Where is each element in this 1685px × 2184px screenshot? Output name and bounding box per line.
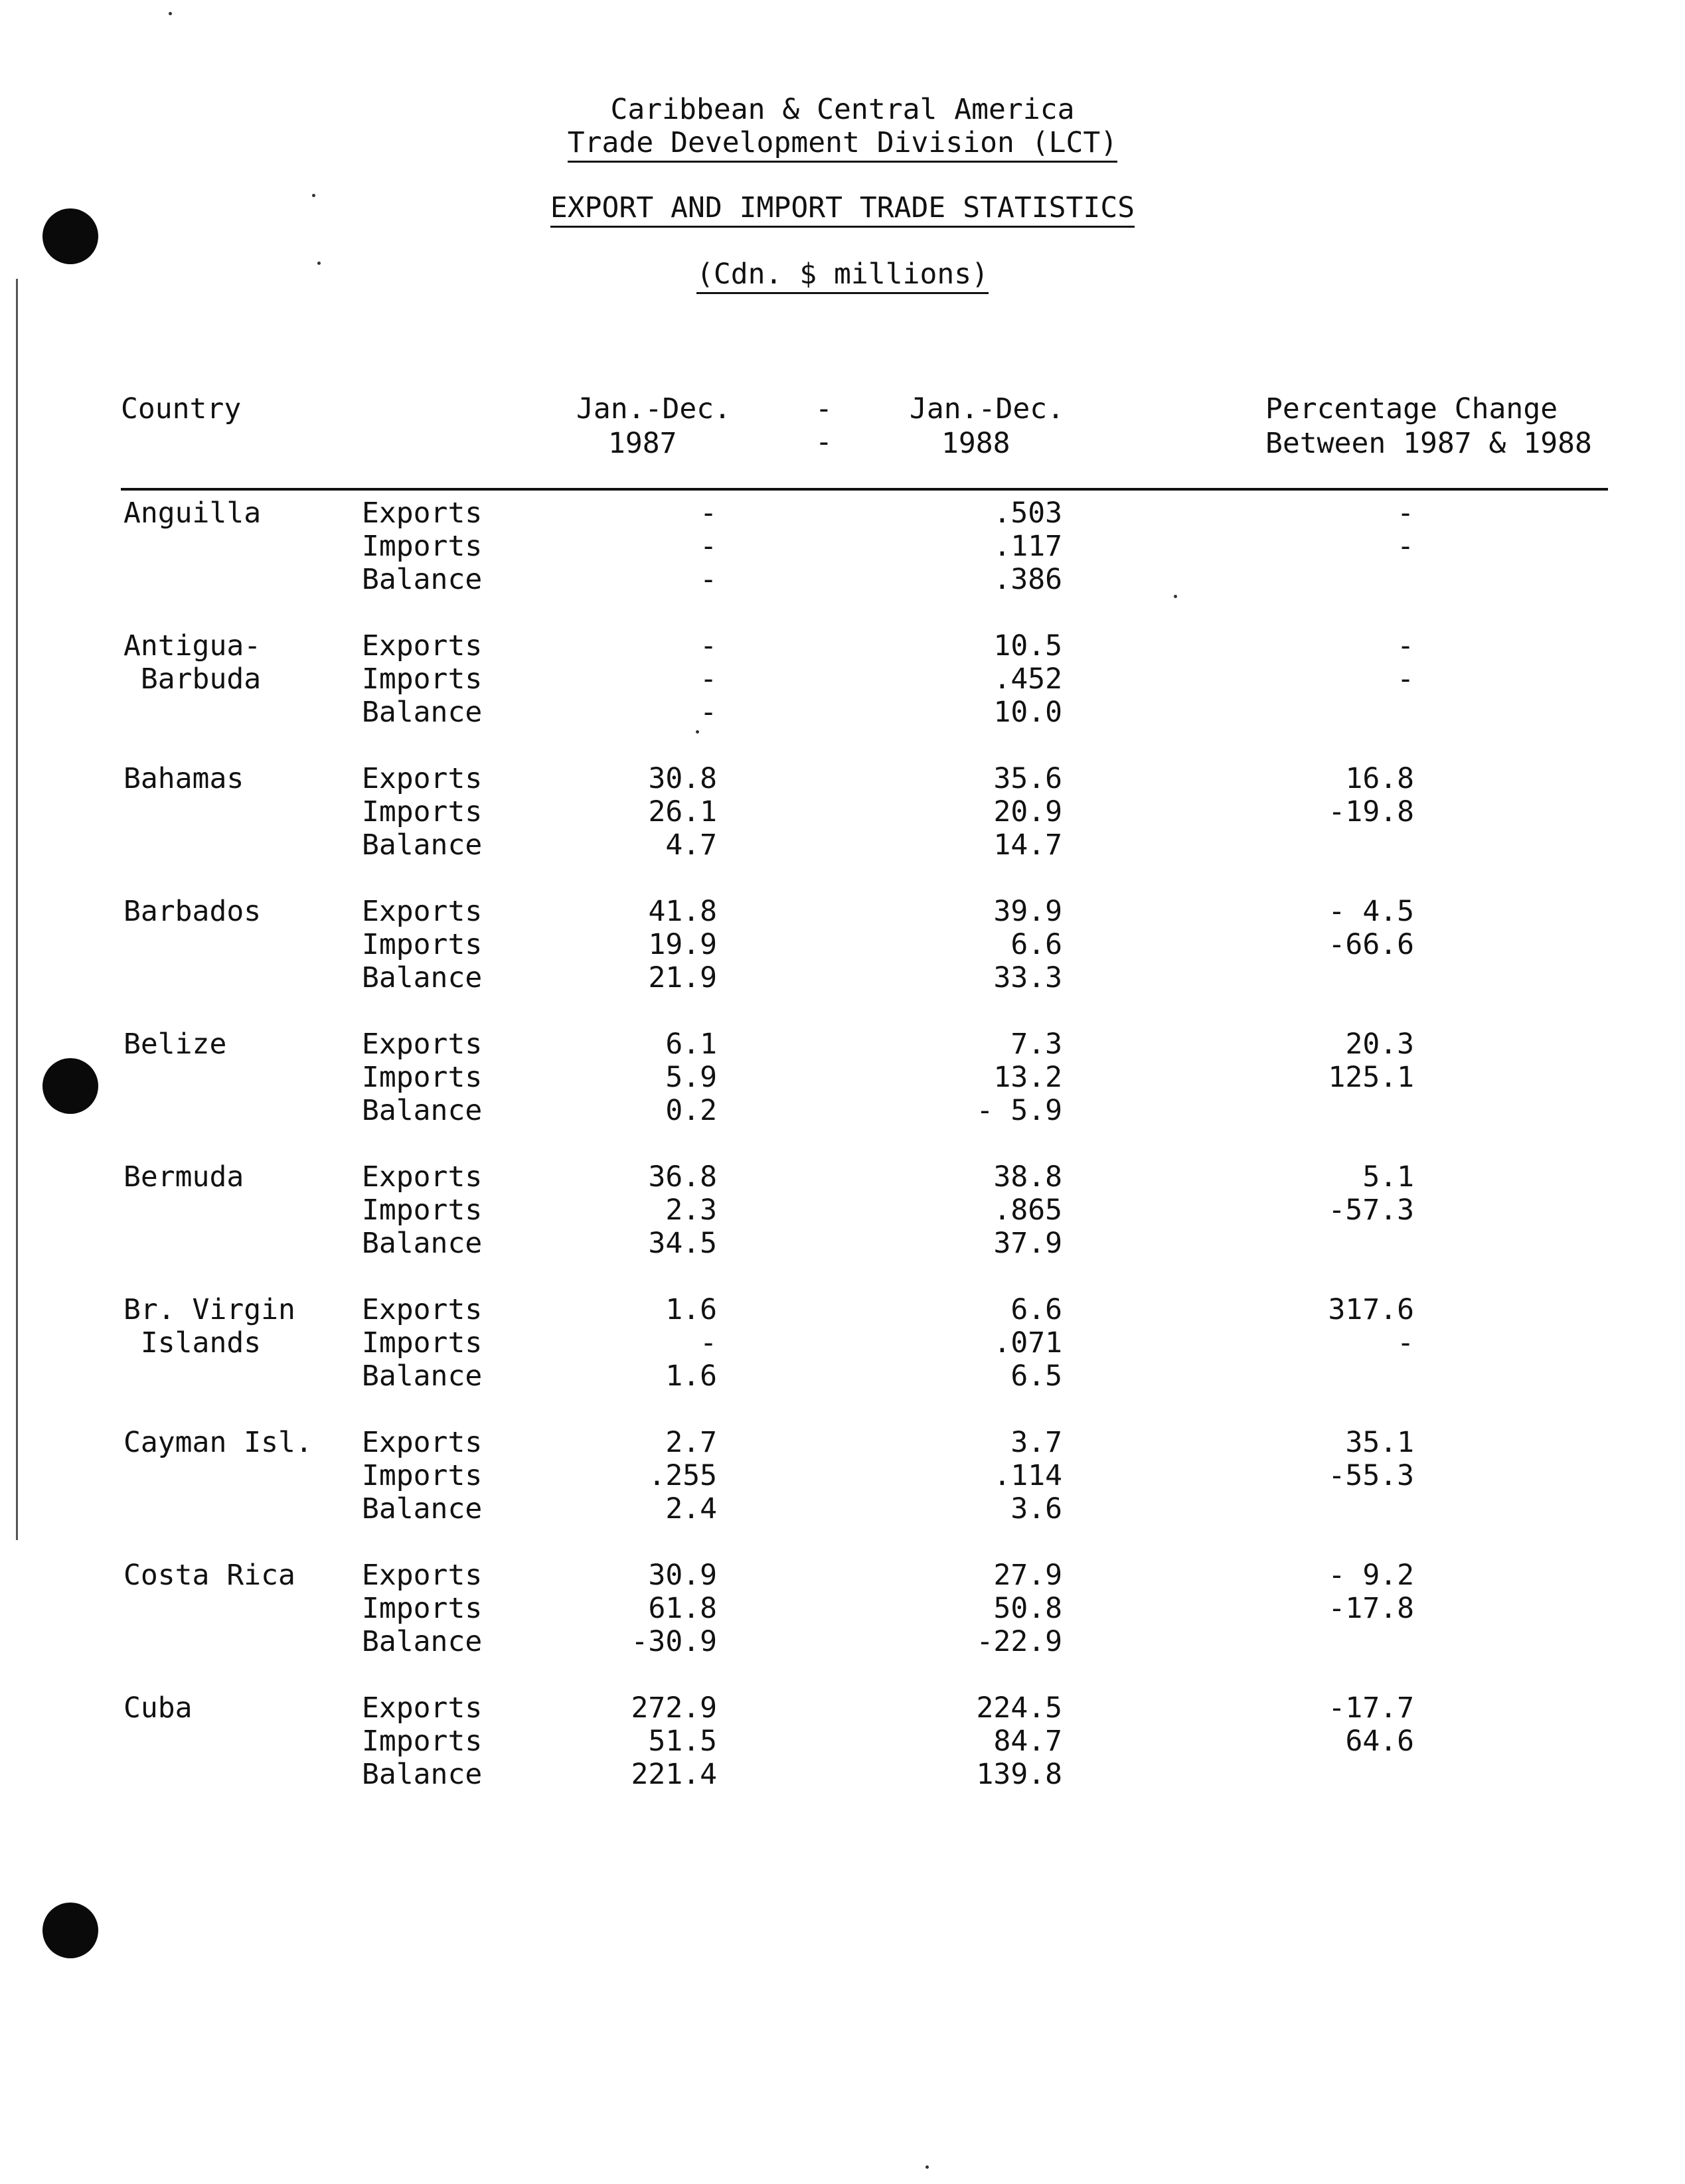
scan-speck: [696, 730, 699, 734]
country-group: [0, 895, 1685, 994]
percentage-change: - 9.2: [1328, 1559, 1414, 1592]
country-group: [0, 1559, 1685, 1658]
trade-category: Exports: [362, 1160, 483, 1194]
pct-line2: Between 1987 & 1988: [1265, 427, 1592, 460]
trade-category: Imports: [362, 795, 483, 828]
value-1987: 19.9: [648, 928, 717, 961]
country-group: [0, 1691, 1685, 1791]
percentage-change: 5.1: [1362, 1160, 1414, 1194]
org-line-1: Caribbean & Central America: [610, 93, 1075, 126]
value-1988: 14.7: [993, 828, 1062, 862]
trade-category: Balance: [362, 1492, 483, 1525]
title-wrap: [0, 191, 1685, 228]
trade-category: Imports: [362, 928, 483, 961]
period2-line2: 1988: [941, 427, 1010, 460]
value-1987: -: [700, 629, 717, 663]
column-separator: -: [815, 392, 833, 426]
trade-category: Exports: [362, 1691, 483, 1725]
trade-category: Exports: [362, 629, 483, 663]
document-header: [0, 93, 1685, 163]
value-1987: 61.8: [648, 1592, 717, 1625]
value-1987: .255: [648, 1459, 717, 1492]
country-name: Barbados: [123, 895, 262, 928]
value-1988: 39.9: [993, 895, 1062, 928]
value-1988: - 5.9: [976, 1094, 1062, 1127]
value-1988: 224.5: [976, 1691, 1062, 1725]
percentage-change: - 4.5: [1328, 895, 1414, 928]
period1-line1: Jan.-Dec.: [576, 392, 731, 426]
trade-category: Exports: [362, 762, 483, 795]
value-1988: 7.3: [1010, 1028, 1062, 1061]
percentage-change: -: [1397, 530, 1414, 563]
value-1987: 0.2: [665, 1094, 717, 1127]
percentage-change: 64.6: [1345, 1725, 1414, 1758]
country-group: [0, 1293, 1685, 1393]
percentage-change: -: [1397, 663, 1414, 696]
value-1987: 6.1: [665, 1028, 717, 1061]
trade-category: Balance: [362, 563, 483, 596]
country-name: Cayman Isl.: [123, 1426, 313, 1459]
country-name: Cuba: [123, 1691, 193, 1725]
document-title: EXPORT AND IMPORT TRADE STATISTICS: [550, 191, 1135, 228]
trade-category: Imports: [362, 1725, 483, 1758]
trade-category: Exports: [362, 497, 483, 530]
column-header-1987: [576, 392, 731, 461]
trade-category: Balance: [362, 1625, 483, 1658]
column-separator: -: [815, 426, 833, 459]
value-1988: 10.5: [993, 629, 1062, 663]
period1-line2: 1987: [608, 427, 677, 460]
value-1987: 41.8: [648, 895, 717, 928]
percentage-change: 317.6: [1328, 1293, 1414, 1326]
country-group: [0, 762, 1685, 862]
country-name: Bermuda: [123, 1160, 244, 1194]
percentage-change: -55.3: [1328, 1459, 1414, 1492]
header-rule: [121, 488, 1608, 491]
value-1988: .114: [993, 1459, 1062, 1492]
value-1987: -: [700, 663, 717, 696]
value-1988: 139.8: [976, 1758, 1062, 1791]
value-1988: .386: [993, 563, 1062, 596]
trade-category: Balance: [362, 961, 483, 994]
value-1987: 30.8: [648, 762, 717, 795]
trade-category: Imports: [362, 1592, 483, 1625]
country-name: Costa Rica: [123, 1559, 295, 1592]
country-group: [0, 629, 1685, 729]
value-1987: 272.9: [631, 1691, 717, 1725]
value-1988: 6.6: [1010, 1293, 1062, 1326]
country-group: [0, 497, 1685, 596]
value-1987: 1.6: [665, 1360, 717, 1393]
trade-category: Imports: [362, 1194, 483, 1227]
value-1987: 4.7: [665, 828, 717, 862]
trade-category: Balance: [362, 1094, 483, 1127]
value-1988: .071: [993, 1326, 1062, 1360]
country-name: Br. Virgin Islands: [123, 1293, 295, 1360]
percentage-change: -17.8: [1328, 1592, 1414, 1625]
value-1988: 13.2: [993, 1061, 1062, 1094]
value-1987: 221.4: [631, 1758, 717, 1791]
trade-category: Exports: [362, 1559, 483, 1592]
value-1987: 2.3: [665, 1194, 717, 1227]
trade-category: Imports: [362, 530, 483, 563]
value-1988: -22.9: [976, 1625, 1062, 1658]
country-group: [0, 1426, 1685, 1525]
percentage-change: 16.8: [1345, 762, 1414, 795]
value-1988: 20.9: [993, 795, 1062, 828]
punch-hole: [42, 1903, 98, 1958]
value-1987: 21.9: [648, 961, 717, 994]
value-1988: .503: [993, 497, 1062, 530]
value-1988: .117: [993, 530, 1062, 563]
country-name: Anguilla: [123, 497, 262, 530]
percentage-change: -17.7: [1328, 1691, 1414, 1725]
percentage-change: -57.3: [1328, 1194, 1414, 1227]
country-group: [0, 1028, 1685, 1127]
value-1987: 2.4: [665, 1492, 717, 1525]
trade-category: Balance: [362, 828, 483, 862]
units-wrap: [0, 258, 1685, 294]
trade-category: Exports: [362, 895, 483, 928]
percentage-change: -: [1397, 629, 1414, 663]
value-1988: 3.7: [1010, 1426, 1062, 1459]
value-1987: -: [700, 1326, 717, 1360]
value-1987: -: [700, 696, 717, 729]
value-1987: -: [700, 563, 717, 596]
trade-category: Balance: [362, 1227, 483, 1260]
trade-category: Imports: [362, 663, 483, 696]
value-1987: 30.9: [648, 1559, 717, 1592]
percentage-change: 20.3: [1345, 1028, 1414, 1061]
value-1987: 26.1: [648, 795, 717, 828]
country-group: [0, 1160, 1685, 1260]
percentage-change: -: [1397, 497, 1414, 530]
value-1988: 35.6: [993, 762, 1062, 795]
value-1987: -: [700, 530, 717, 563]
trade-category: Exports: [362, 1426, 483, 1459]
value-1988: 27.9: [993, 1559, 1062, 1592]
value-1988: 6.5: [1010, 1360, 1062, 1393]
percentage-change: -19.8: [1328, 795, 1414, 828]
value-1988: 33.3: [993, 961, 1062, 994]
scan-speck: [925, 2165, 929, 2169]
trade-category: Balance: [362, 1758, 483, 1791]
value-1987: 2.7: [665, 1426, 717, 1459]
value-1988: 6.6: [1010, 928, 1062, 961]
scan-speck: [169, 12, 172, 15]
percentage-change: 125.1: [1328, 1061, 1414, 1094]
pct-line1: Percentage Change: [1265, 392, 1558, 426]
value-1987: 5.9: [665, 1061, 717, 1094]
trade-category: Exports: [362, 1028, 483, 1061]
period2-line1: Jan.-Dec.: [910, 392, 1064, 426]
value-1988: .865: [993, 1194, 1062, 1227]
trade-category: Balance: [362, 1360, 483, 1393]
value-1988: 3.6: [1010, 1492, 1062, 1525]
column-header-country: Country: [121, 392, 242, 426]
percentage-change: -: [1397, 1326, 1414, 1360]
trade-category: Imports: [362, 1326, 483, 1360]
value-1987: 34.5: [648, 1227, 717, 1260]
trade-category: Imports: [362, 1061, 483, 1094]
country-name: Bahamas: [123, 762, 244, 795]
trade-category: Balance: [362, 696, 483, 729]
org-line-2: Trade Development Division (LCT): [568, 126, 1117, 163]
value-1988: 37.9: [993, 1227, 1062, 1260]
percentage-change: -66.6: [1328, 928, 1414, 961]
value-1987: -30.9: [631, 1625, 717, 1658]
percentage-change: 35.1: [1345, 1426, 1414, 1459]
country-name: Antigua- Barbuda: [123, 629, 262, 696]
country-name: Belize: [123, 1028, 227, 1061]
value-1987: 36.8: [648, 1160, 717, 1194]
trade-category: Exports: [362, 1293, 483, 1326]
value-1987: 51.5: [648, 1725, 717, 1758]
value-1988: .452: [993, 663, 1062, 696]
value-1988: 38.8: [993, 1160, 1062, 1194]
column-header-percentage-change: [1265, 392, 1592, 461]
value-1987: -: [700, 497, 717, 530]
value-1988: 50.8: [993, 1592, 1062, 1625]
units-label: (Cdn. $ millions): [696, 258, 989, 294]
value-1988: 10.0: [993, 696, 1062, 729]
value-1988: 84.7: [993, 1725, 1062, 1758]
value-1987: 1.6: [665, 1293, 717, 1326]
trade-category: Imports: [362, 1459, 483, 1492]
column-header-1988: [910, 392, 1064, 461]
